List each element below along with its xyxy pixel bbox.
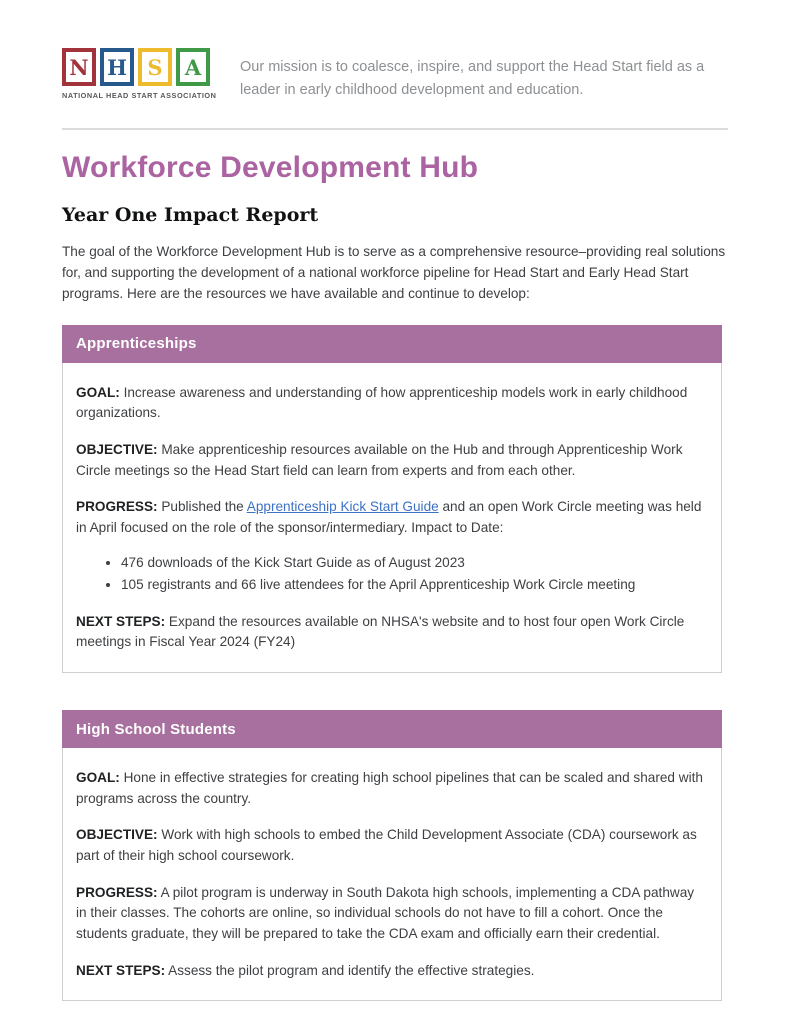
nhsa-logo bbox=[62, 48, 220, 100]
next-steps-label: NEXT STEPS: bbox=[76, 613, 166, 629]
progress-paragraph bbox=[76, 883, 706, 945]
next-steps-text: Expand the resources available on NHSA's website and to host four open Work Circle meetings in Fiscal Year 2024 (FY24) bbox=[76, 613, 685, 650]
progress-label: PROGRESS: bbox=[76, 884, 158, 900]
progress-text: A pilot program is underway in South Dakota high schools, implementing a CDA pathway in their classes. The cohorts are online, so individual schools do not have to fill a cohort. Once the students graduate, they will be prepared to take the CDA exam and officially earn their credential. bbox=[76, 884, 695, 942]
objective-text: Make apprenticeship resources available on the Hub and through Apprenticeship Work Circle meetings so the Head Start field can learn from experts and from each other. bbox=[76, 441, 683, 478]
logo-caption: NATIONAL HEAD START ASSOCIATION bbox=[62, 91, 217, 100]
logo-block-h: H bbox=[100, 48, 134, 86]
apprenticeship-kick-start-guide-link[interactable]: Apprenticeship Kick Start Guide bbox=[246, 499, 439, 515]
section-apprenticeships-header: Apprenticeships bbox=[62, 325, 722, 363]
progress-label: PROGRESS: bbox=[76, 499, 158, 515]
next-steps-paragraph bbox=[76, 612, 706, 653]
progress-text-before-link: Published the bbox=[157, 499, 247, 515]
logo-block-s: S bbox=[138, 48, 172, 86]
page-subtitle: Year One Impact Report bbox=[62, 203, 319, 226]
goal-paragraph bbox=[76, 383, 706, 424]
section-high-school-students-header: High School Students bbox=[62, 710, 722, 748]
goal-label: GOAL: bbox=[76, 384, 120, 400]
section-high-school-students-body bbox=[62, 748, 722, 1001]
goal-text: Hone in effective strategies for creating high school pipelines that can be scaled and shared with programs across the country. bbox=[76, 770, 703, 806]
intro-paragraph: The goal of the Workforce Development Hub is to serve as a comprehensive resource–providing real solutions for, and supporting the development of a national workforce pipeline for Head Start and Early Head Start programs. Here are the resources we have available and continue to develop: bbox=[62, 243, 726, 302]
impact-bullet-list bbox=[76, 553, 706, 596]
objective-paragraph bbox=[76, 440, 706, 481]
nhsa-logo-blocks bbox=[62, 48, 220, 86]
progress-paragraph bbox=[76, 497, 706, 538]
section-apprenticeships-body bbox=[62, 363, 722, 674]
next-steps-text: Assess the pilot program and identify the effective strategies. bbox=[165, 962, 535, 978]
next-steps-paragraph bbox=[76, 961, 706, 982]
page-header bbox=[0, 0, 791, 103]
section-high-school-students bbox=[62, 710, 722, 1001]
logo-block-a: A bbox=[176, 48, 210, 86]
section-apprenticeships bbox=[62, 325, 722, 674]
objective-label: OBJECTIVE: bbox=[76, 827, 158, 843]
progress-text-after-link: and an open Work Circle meeting was held in April focused on the role of the sponsor/intermediary. Impact to Date: bbox=[76, 499, 702, 535]
goal-label: GOAL: bbox=[76, 770, 120, 786]
mission-statement: Our mission is to coalesce, inspire, and support the Head Start field as a leader in early childhood development and education. bbox=[240, 59, 705, 99]
objective-text: Work with high schools to embed the Child Development Associate (CDA) coursework as part of their high school coursework. bbox=[76, 827, 697, 864]
logo-block-n: N bbox=[62, 48, 96, 86]
goal-paragraph bbox=[76, 768, 706, 809]
goal-text: Increase awareness and understanding of how apprenticeship models work in early childhood organizations. bbox=[76, 384, 688, 421]
list-item: • 105 registrants and 66 live attendees for the April Apprenticeship Work Circle meeting bbox=[121, 575, 706, 596]
objective-paragraph bbox=[76, 825, 706, 866]
objective-label: OBJECTIVE: bbox=[76, 441, 158, 457]
page-title: Workforce Development Hub bbox=[62, 150, 479, 184]
next-steps-label: NEXT STEPS: bbox=[76, 962, 166, 978]
header-divider bbox=[62, 128, 728, 130]
list-item: • 476 downloads of the Kick Start Guide as of August 2023 bbox=[121, 553, 706, 574]
